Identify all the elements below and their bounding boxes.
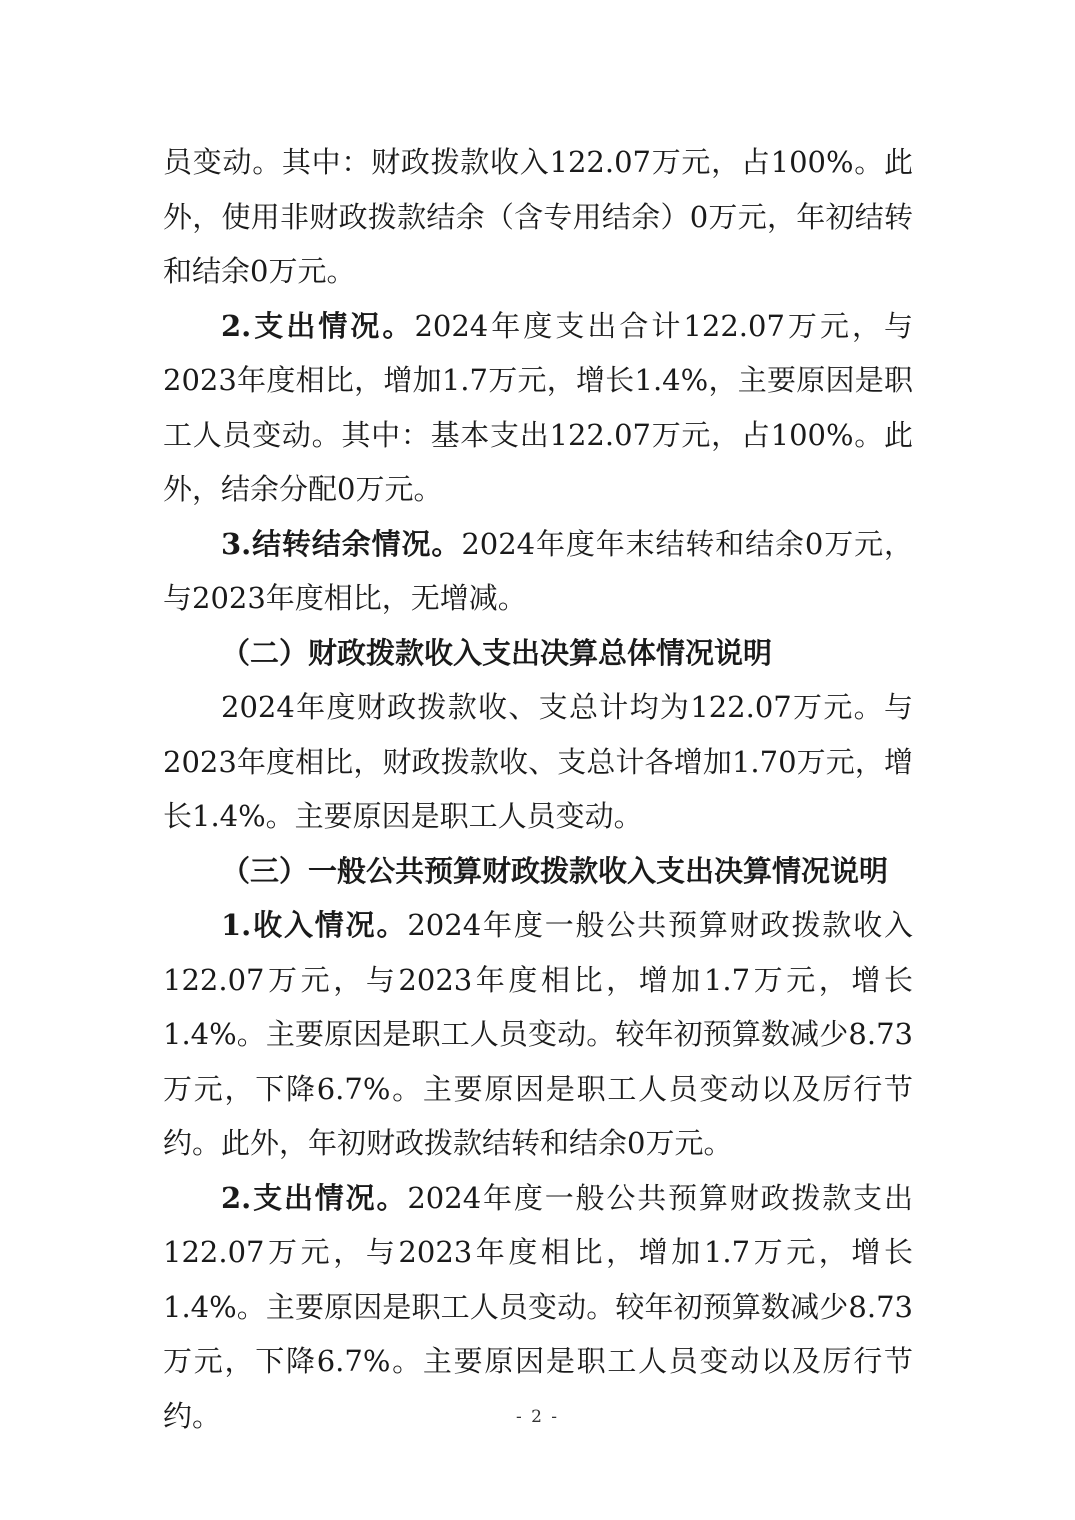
paragraph-expenditure	[163, 299, 913, 517]
paragraph-text: 2024年度一般公共预算财政拨款支出122.07万元，与2023年度相比，增加1.7万元，增长1.4%。主要原因是职工人员变动。较年初预算数减少8.73万元，下降6.7%。主要原因是职工人员变动以及厉行节约。	[163, 1180, 913, 1433]
paragraph-text: 2024年度年末结转和结余0万元，与2023年度相比，无增减。	[163, 526, 913, 615]
page-number: - 2 -	[515, 1407, 560, 1427]
paragraph-lead: 2.支出情况。	[221, 308, 415, 343]
paragraph-text: 2024年度支出合计122.07万元，与2023年度相比，增加1.7万元，增长1.4%，主要原因是职工人员变动。其中：基本支出122.07万元，占100%。此外，结余分配0万元。	[163, 308, 913, 506]
paragraph-lead: 2.支出情况。	[221, 1180, 408, 1215]
paragraph-general-income	[163, 898, 913, 1171]
paragraph-general-expenditure	[163, 1171, 913, 1444]
section-heading-2: （二）财政拨款收入支出决算总体情况说明	[221, 635, 773, 670]
paragraph-lead: 1.收入情况。	[221, 908, 408, 942]
document-body	[163, 135, 913, 1443]
section-heading-3: （三）一般公共预算财政拨款收入支出决算情况说明	[221, 853, 889, 888]
paragraph-fiscal-total	[163, 680, 913, 844]
paragraph-text: 2024年度一般公共预算财政拨款收入122.07万元，与2023年度相比，增加1.7万元，增长1.4%。主要原因是职工人员变动。较年初预算数减少8.73万元，下降6.7%。主要原因是职工人员变动以及厉行节约。此外，年初财政拨款结转和结余0万元。	[163, 908, 913, 1160]
paragraph-lead: 3.结转结余情况。	[221, 526, 462, 561]
paragraph-text: 员变动。其中：财政拨款收入122.07万元，占100%。此外，使用非财政拨款结余（含专用结余）0万元，年初结转和结余0万元。	[163, 145, 913, 288]
paragraph-carryover	[163, 517, 913, 626]
paragraph-text: 2024年度财政拨款收、支总计均为122.07万元。与2023年度相比，财政拨款收、支总计各增加1.70万元，增长1.4%。主要原因是职工人员变动。	[163, 690, 913, 833]
paragraph-income-continued	[163, 135, 913, 299]
